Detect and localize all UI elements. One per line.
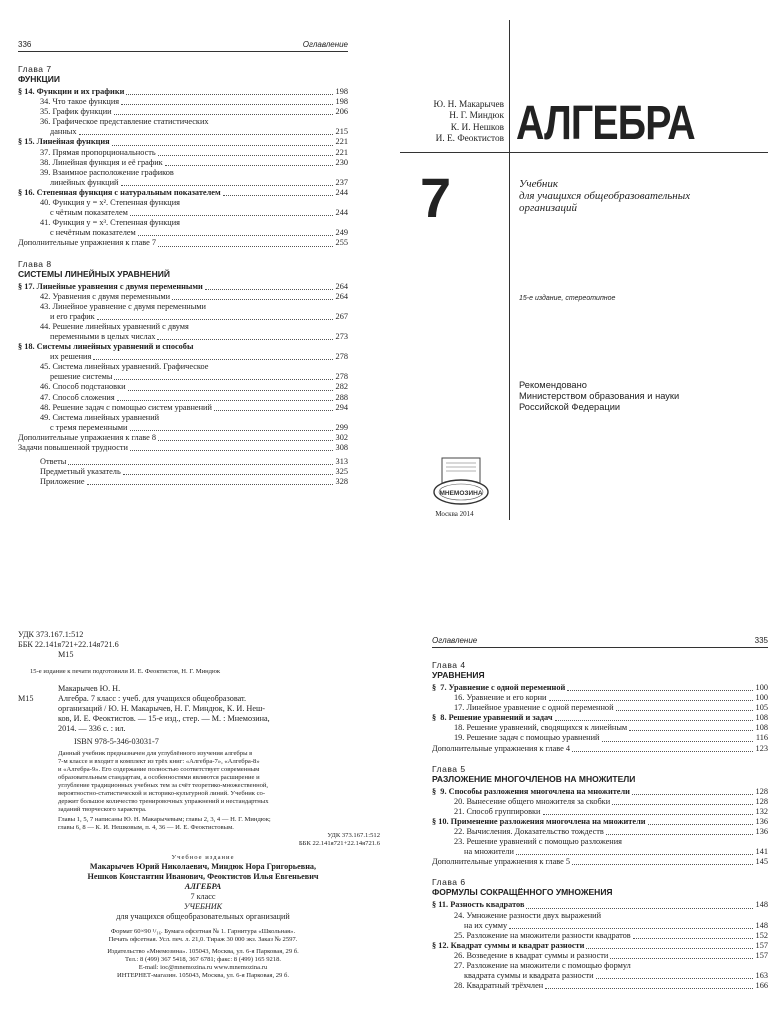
edition-note: 15-е издание, стереотипное: [519, 295, 616, 302]
toc-entry-title: Дополнительные упражнения к главе 4: [432, 743, 571, 753]
chapters-note-line: Главы 1, 5, 7 написаны Ю. Н. Макарычевым; главы 2, 3, 4 — Н. Г. Миндюк;: [58, 816, 271, 823]
toc-entry-title: 17. Линейное уравнение с одной переменной: [454, 703, 614, 713]
toc-entry-page: 198: [335, 97, 348, 107]
svg-text:МНЕМОЗИНА: МНЕМОЗИНА: [439, 490, 483, 497]
abstract-line: образовательным стандартам, а особенностями являются расширение и: [58, 774, 260, 781]
toc-entry-page: 328: [335, 477, 348, 487]
toc-entry-title: § 11. Разность квадратов: [432, 900, 525, 910]
chapter-label: Глава 6: [432, 877, 466, 888]
toc-entry: [432, 921, 768, 931]
toc-entry-page: 221: [335, 147, 348, 157]
publisher-line: E-mail: ioc@mnemozina.ru www.mnemozina.ru: [138, 964, 268, 971]
toc-entry: [18, 117, 348, 127]
toc-entry-page: 157: [755, 940, 768, 950]
toc-entry: [18, 148, 348, 158]
toc-entry-title: 16. Уравнение и его корни: [454, 693, 547, 703]
dot-leader: [157, 339, 333, 340]
toc-entry-page: 267: [335, 311, 348, 321]
toc-entry: [432, 847, 768, 857]
city-year: Москва 2014: [435, 510, 474, 518]
toc-entry-page: 230: [335, 157, 348, 167]
abstract-line: держит большое количество тренировочных упражнений и нестандартных: [58, 798, 269, 805]
toc-entry: [432, 857, 768, 867]
toc-entry: [432, 981, 768, 991]
toc-entry-title: с тремя переменными: [50, 422, 128, 432]
toc-entry-title: Приложение: [40, 477, 85, 487]
toc-entry-page: 278: [335, 352, 348, 362]
toc-entry: [18, 107, 348, 117]
toc-entry-title: 40. Функция y = x². Степенная функция: [40, 198, 180, 208]
abstract-line: 7-м классе и входит в комплект из трёх книг: «Алгебра-7», «Алгебра-8»: [58, 758, 260, 765]
toc-entry-page: 313: [335, 457, 348, 467]
dot-leader: [610, 958, 753, 959]
toc-entry: [432, 837, 768, 847]
toc-entry: [432, 693, 768, 703]
toc-entry-title: 26. Возведение в квадрат суммы и разности: [454, 950, 609, 960]
toc-entry: [432, 961, 768, 971]
toc-entry: [432, 971, 768, 981]
dot-leader: [158, 246, 333, 247]
toc-entry-title: 39. Взаимное расположение графиков: [40, 167, 174, 177]
toc-entry-page: 278: [335, 372, 348, 382]
toc-entry-title: с нечётным показателем: [50, 228, 136, 238]
toc-entry-page: 288: [335, 392, 348, 402]
toc-entry: [432, 817, 768, 827]
toc-entry: [432, 827, 768, 837]
author-name: И. Е. Феоктистов: [435, 133, 504, 144]
toc-entry-title: 47. Способ сложения: [40, 392, 115, 402]
dot-leader: [632, 794, 753, 795]
dot-leader: [121, 104, 333, 105]
dot-leader: [123, 474, 333, 475]
book-subtitle: [519, 178, 690, 214]
abstract: [18, 750, 388, 832]
dot-leader: [223, 195, 333, 196]
toc-entry-page: 152: [755, 930, 768, 940]
dot-leader: [97, 319, 333, 320]
toc-entry-title: § 18. Системы линейных уравнений и способы: [18, 342, 194, 352]
recommendation-line: Российской Федерации: [519, 402, 621, 412]
toc-entry: [18, 292, 348, 302]
print-info-line: Печать офсетная. Усл. печ. л. 21,0. Тираж 30 000 экз. Заказ № 2597.: [108, 936, 298, 943]
running-header: [432, 636, 768, 648]
toc-entry: [18, 372, 348, 382]
dot-leader: [68, 464, 333, 465]
biblio-line: Алгебра. 7 класс : учеб. для учащихся общеобразоват.: [58, 694, 247, 703]
toc-entry-page: 148: [755, 920, 768, 930]
dot-leader: [130, 450, 333, 451]
toc-entry: [18, 238, 348, 248]
chapters-note-line: главы 6, 8 — К. И. Нешковым, п. 4, 36 — И. Е. Феоктистовым.: [58, 824, 234, 831]
recommendation-line: Рекомендовано: [519, 380, 587, 390]
imprint-book-title: АЛГЕБРА: [184, 882, 222, 891]
author-name: Н. Г. Миндюк: [449, 111, 504, 122]
toc-entry-page: 255: [335, 238, 348, 248]
publisher-line: Издательство «Мнемозина». 105043, Москва, ул. 6-я Парковая, 29 б.: [107, 948, 299, 955]
toc-entry-title: Дополнительные упражнения к главе 8: [18, 432, 157, 442]
toc-entry-title: данных: [50, 127, 77, 137]
toc-entry-title: 45. Система линейных уравнений. Графическое: [40, 362, 209, 372]
toc-entry-title: 19. Решение задач с помощью уравнений: [454, 733, 600, 743]
authors-full: Нешков Константин Иванович, Феоктистов Илья Евгеньевич: [87, 872, 319, 881]
toc-entry-title: § 7. Уравнение с одной переменной: [432, 683, 566, 692]
dot-leader: [165, 165, 333, 166]
dot-leader: [172, 299, 333, 300]
running-title: Оглавление: [432, 636, 478, 645]
toc-entry-title: § 9. Способы разложения многочлена на множители: [432, 786, 630, 796]
print-info: [18, 928, 388, 944]
chapter-title: ФУНКЦИИ: [18, 74, 60, 84]
bbk-code-repeat: ББК 22.141я721+22.14я721.6: [298, 840, 380, 847]
toc-entry-page: 249: [335, 228, 348, 238]
dot-leader: [79, 134, 333, 135]
dot-leader: [130, 215, 333, 216]
toc-entry-page: 206: [335, 107, 348, 117]
dot-leader: [130, 430, 334, 431]
dot-leader: [602, 741, 754, 742]
grade-number: 7: [420, 166, 452, 229]
abstract-line: и «Алгебра-9». Его содержание полностью соответствует современным: [58, 766, 260, 773]
toc-entry-page: 221: [335, 137, 348, 147]
toc-entry-page: 264: [335, 291, 348, 301]
dot-leader: [126, 94, 333, 95]
toc-entry: [18, 477, 348, 487]
toc-entry-page: 123: [755, 743, 768, 753]
publisher-info: [18, 948, 388, 980]
toc-entry: [432, 951, 768, 961]
toc-entry: [18, 403, 348, 413]
toc-entry-title: решение системы: [50, 372, 113, 382]
toc-entry-title: § 16. Степенная функция с натуральным показателем: [18, 187, 221, 197]
chapter-label: Глава 5: [432, 763, 466, 774]
dot-leader: [616, 710, 753, 711]
toc-entry: [18, 332, 348, 342]
toc-entry: [432, 941, 768, 951]
toc-entry-title: 48. Решение задач с помощью систем уравнений: [40, 402, 212, 412]
toc-entry-page: 163: [755, 971, 768, 981]
chapter-label: Глава 4: [432, 660, 466, 670]
toc-entry-title: 28. Квадратный трёхчлен: [454, 981, 544, 991]
author-name: К. И. Нешков: [450, 122, 504, 133]
toc-entry-title: Дополнительные упражнения к главе 5: [432, 857, 571, 867]
toc-entry-page: 264: [335, 281, 348, 291]
dot-leader: [633, 938, 753, 939]
toc-entry: [18, 322, 348, 332]
toc-entry-title: 25. Разложение на множители разности квадратов: [454, 930, 631, 940]
subtitle-line: Учебник: [519, 178, 559, 190]
toc-entry-title: § 10. Применение разложения многочлена на множители: [432, 816, 646, 826]
toc-entry-title: Задачи повышенной трудности: [18, 443, 128, 452]
dot-leader: [121, 185, 334, 186]
udk-code-repeat: УДК 373.167.1:512: [327, 832, 380, 839]
toc-entry-title: 42. Уравнения с двумя переменными: [40, 291, 171, 301]
imprint-book-type: УЧЕБНИК: [183, 902, 223, 911]
toc-entry-title: 24. Умножение разности двух выражений: [454, 910, 602, 920]
toc-entry-title: 20. Вынесение общего множителя за скобки: [454, 796, 611, 806]
abstract-line: Данный учебник предназначен для углублённого изучения алгебры в: [58, 750, 253, 757]
toc-entry: [18, 127, 348, 137]
toc-entry: [18, 467, 348, 477]
dot-leader: [117, 400, 333, 401]
toc-entry: [432, 911, 768, 921]
toc-body: [432, 660, 768, 995]
recommendation-line: Министерством образования и науки: [519, 391, 680, 401]
toc-entry-title: Ответы: [40, 457, 67, 467]
author-name: Ю. Н. Макарычев: [433, 100, 504, 110]
toc-entry-title: с чётным показателем: [50, 208, 128, 218]
toc-entry: [18, 362, 348, 372]
toc-entry-page: 132: [755, 806, 768, 816]
toc-entry-page: 128: [755, 796, 768, 806]
toc-entry-title: § 15. Линейная функция: [18, 137, 110, 147]
toc-entry-page: 141: [755, 847, 768, 857]
toc-page-336: [18, 40, 348, 540]
page-number: 335: [754, 636, 768, 645]
toc-entry: [18, 393, 348, 403]
toc-entry: [18, 342, 348, 352]
toc-entry-page: 105: [755, 703, 768, 713]
dot-leader: [596, 978, 753, 979]
author-heading: Макарычев Ю. Н.: [58, 684, 121, 693]
toc-entry-page: 282: [335, 382, 348, 392]
toc-entry-page: 244: [335, 187, 348, 197]
toc-entry: [18, 158, 348, 168]
toc-entry-title: 49. Система линейных уравнений: [40, 412, 160, 422]
toc-entry-page: 116: [755, 733, 768, 743]
toc-entry-page: 294: [335, 402, 348, 412]
toc-entry-title: 36. Графическое представление статистических: [40, 117, 209, 127]
toc-entry: [432, 683, 768, 693]
toc-entry: [18, 208, 348, 218]
toc-entry-page: 145: [755, 857, 768, 867]
isbn: ISBN 978-5-346-03031-7: [74, 737, 159, 746]
toc-entry-page: 325: [335, 467, 348, 477]
abstract-line: углубление традиционных учебных тем за счёт теоретико-множественной,: [58, 782, 269, 789]
toc-entry: [18, 423, 348, 433]
publisher-line: Тел.: 8 (499) 367 5418, 367 6781; факс: 8 (499) 165 9218.: [124, 956, 282, 963]
imprint-grade: 7 класс: [190, 892, 216, 901]
toc-body: [18, 64, 348, 487]
dot-leader: [572, 751, 753, 752]
toc-entry-page: 166: [755, 981, 768, 991]
toc-entry: [432, 744, 768, 754]
toc-entry-page: 237: [335, 177, 348, 187]
toc-entry: [432, 703, 768, 713]
publisher-logo: [430, 456, 492, 508]
dot-leader: [543, 814, 754, 815]
dot-leader: [555, 720, 753, 721]
dot-leader: [138, 235, 333, 236]
toc-entry-title: § 12. Квадрат суммы и квадрат разности: [432, 940, 585, 950]
dot-leader: [87, 484, 333, 485]
chapter-title: СИСТЕМЫ ЛИНЕЙНЫХ УРАВНЕНИЙ: [18, 268, 170, 279]
authors-list: [400, 100, 504, 145]
dot-leader: [112, 145, 333, 146]
toc-page-335: [432, 636, 768, 1024]
dot-leader: [114, 379, 333, 380]
toc-entry-page: 157: [755, 950, 768, 960]
chapter-label: Глава 8: [18, 258, 52, 269]
toc-entry-title: квадрата суммы и квадрата разности: [464, 971, 594, 981]
toc-entry-title: 34. Что такое функция: [40, 97, 120, 107]
toc-entry-page: 148: [755, 900, 768, 910]
dot-leader: [114, 114, 333, 115]
toc-entry-page: 308: [335, 443, 348, 452]
abstract-line: вероятностно-статистической и историко-культурной линий. Учебник со-: [58, 790, 266, 797]
toc-entry-page: 273: [335, 331, 348, 341]
toc-entry-title: 27. Разложение на множители с помощью формул: [454, 960, 631, 970]
toc-entry: [432, 723, 768, 733]
toc-entry-title: 44. Решение линейных уравнений с двумя: [40, 321, 189, 331]
toc-entry-title: 23. Решение уравнений с помощью разложения: [454, 837, 622, 847]
toc-entry: [18, 457, 348, 467]
toc-entry: [18, 168, 348, 178]
biblio-line: 2014. — 336 с. : ил.: [58, 724, 126, 733]
toc-entry-page: 108: [755, 723, 768, 733]
toc-entry: [432, 931, 768, 941]
dot-leader: [205, 289, 333, 290]
chapter-label: Глава 7: [18, 64, 52, 74]
imprint-audience: для учащихся общеобразовательных организаций: [116, 912, 290, 921]
print-info-line: Формат 60×90 ¹/₁₆. Бумага офсетная № 1. Гарнитура «Школьная».: [110, 928, 296, 935]
toc-entry: [18, 302, 348, 312]
running-header: [18, 40, 348, 52]
subtitle-line: организаций: [519, 202, 578, 214]
author-mark: М15: [18, 694, 34, 703]
edition-type: Учебное издание: [171, 854, 235, 861]
toc-entry: [432, 797, 768, 807]
toc-entry-page: 100: [755, 683, 768, 692]
toc-entry: [18, 137, 348, 147]
toc-entry-title: линейных функций: [50, 177, 119, 187]
toc-entry: [18, 218, 348, 228]
authors-full: Макарычев Юрий Николаевич, Миндюк Нора Григорьевна,: [89, 862, 317, 871]
toc-entry: [432, 807, 768, 817]
toc-entry: [18, 282, 348, 292]
dot-leader: [567, 690, 753, 691]
toc-entry: [18, 382, 348, 392]
toc-entry-page: 108: [755, 713, 768, 723]
toc-entry-title: 37. Прямая пропорциональность: [40, 147, 156, 157]
dot-leader: [158, 440, 333, 441]
dot-leader: [545, 988, 753, 989]
prepared-by: 15-е издание к печати подготовили И. Е. Феоктистов, Н. Г. Миндюк: [30, 668, 221, 675]
toc-entry-title: 41. Функция y = x³. Степенная функция: [40, 218, 180, 228]
dot-leader: [572, 864, 753, 865]
dot-leader: [516, 854, 753, 855]
toc-entry-title: 38. Линейная функция и её график: [40, 157, 163, 167]
toc-entry-page: 198: [335, 87, 348, 96]
chapter-title: УРАВНЕНИЯ: [432, 670, 485, 680]
toc-entry-title: 43. Линейное уравнение с двумя переменными: [40, 301, 207, 311]
dot-leader: [526, 908, 753, 909]
toc-entry-page: 215: [335, 127, 348, 137]
author-mark: М15: [58, 650, 74, 659]
toc-entry-page: 136: [755, 827, 768, 837]
toc-entry: [432, 900, 768, 910]
toc-entry-title: их решения: [50, 352, 92, 362]
toc-entry: [18, 97, 348, 107]
vertical-rule: [509, 20, 510, 520]
toc-entry-title: переменными в целых числах: [50, 331, 156, 341]
toc-entry: [432, 787, 768, 797]
toc-entry: [18, 433, 348, 443]
dot-leader: [128, 390, 333, 391]
toc-entry: [18, 352, 348, 362]
chapter-title: ФОРМУЛЫ СОКРАЩЁННОГО УМНОЖЕНИЯ: [432, 887, 613, 898]
toc-entry-page: 244: [335, 208, 348, 218]
bbk-code: ББК 22.141я721+22.14я721.6: [18, 640, 119, 649]
biblio-line: организаций / Ю. Н. Макарычев, Н. Г. Миндюк, К. И. Неш-: [58, 704, 265, 713]
toc-entry-title: 21. Способ группировки: [454, 806, 541, 816]
dot-leader: [93, 359, 333, 360]
toc-entry: [18, 228, 348, 238]
toc-entry: [432, 713, 768, 723]
toc-entry: [18, 188, 348, 198]
toc-entry: [18, 413, 348, 423]
dot-leader: [214, 410, 333, 411]
toc-entry-title: § 17. Линейные уравнения с двумя переменными: [18, 281, 203, 291]
dot-leader: [606, 834, 753, 835]
dot-leader: [586, 948, 753, 949]
toc-entry-title: 18. Решение уравнений, сводящихся к линейным: [454, 723, 628, 733]
toc-entry-page: 128: [755, 786, 768, 796]
toc-entry-title: и его график: [50, 311, 95, 321]
toc-entry: [18, 312, 348, 322]
chapter-title: РАЗЛОЖЕНИЕ МНОГОЧЛЕНОВ НА МНОЖИТЕЛИ: [432, 773, 636, 784]
publisher-line: ИНТЕРНЕТ-магазин. 105043, Москва, ул. 6-я Парковая, 29 б.: [117, 972, 289, 979]
dot-leader: [549, 700, 753, 701]
toc-entry: [18, 198, 348, 208]
dot-leader: [509, 928, 753, 929]
toc-entry-title: Предметный указатель: [40, 467, 121, 477]
toc-entry: [18, 443, 348, 453]
toc-entry-title: на множители: [464, 847, 514, 857]
toc-entry-title: Дополнительные упражнения к главе 7: [18, 238, 157, 248]
page-number: 336: [18, 40, 32, 49]
subtitle-line: для учащихся общеобразовательных: [519, 190, 691, 202]
toc-entry: [18, 87, 348, 97]
toc-entry-page: 299: [335, 422, 348, 432]
title-page: [400, 20, 768, 540]
biblio-line: ков, И. Е. Феоктистов. — 15-е изд., стер. — М. : Мнемозина,: [58, 714, 270, 723]
book-title: АЛГЕБРА: [516, 97, 695, 150]
running-title: Оглавление: [302, 40, 348, 49]
toc-entry-title: на их сумму: [464, 920, 508, 930]
toc-entry: [18, 178, 348, 188]
abstract-line: заданий творческого характера.: [58, 806, 147, 813]
horizontal-rule: [400, 152, 768, 153]
toc-entry-title: 35. График функции: [40, 107, 112, 117]
toc-entry-title: § 14. Функции и их графики: [18, 87, 125, 96]
toc-entry: [432, 733, 768, 743]
dot-leader: [158, 155, 333, 156]
toc-entry-page: 100: [755, 693, 768, 703]
recommendation: [519, 380, 679, 413]
toc-entry-title: 22. Вычисления. Доказательство тождеств: [454, 827, 604, 837]
toc-entry-title: 46. Способ подстановки: [40, 382, 126, 392]
udk-code: УДК 373.167.1:512: [18, 630, 84, 639]
dot-leader: [648, 824, 754, 825]
toc-entry-page: 302: [335, 432, 348, 442]
toc-entry-page: 136: [755, 816, 768, 826]
toc-entry-title: § 8. Решение уравнений и задач: [432, 713, 553, 723]
dot-leader: [612, 804, 753, 805]
dot-leader: [629, 730, 753, 731]
imprint-page: [18, 630, 388, 1024]
